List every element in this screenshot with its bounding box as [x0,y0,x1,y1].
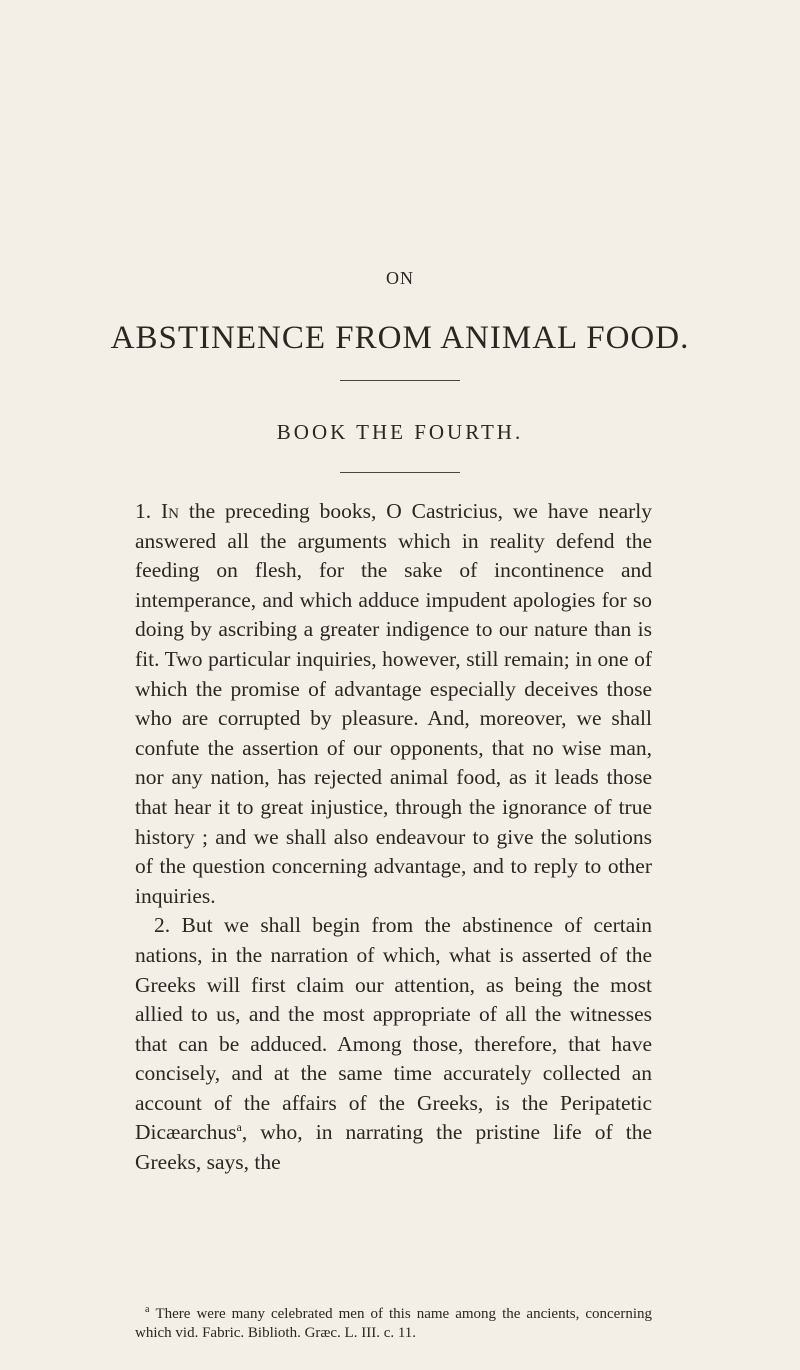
footnote-reference: a [236,1120,242,1135]
paragraph-2-tail: , who, in narrating the pristine life of the Greeks, says, the [135,1120,652,1175]
divider-bottom [340,472,460,473]
paragraph-1-text: the preceding books, O Castricius, we have nearly answered all the arguments which in reality defend the feeding on flesh, for the sake of incontinence and intemperance, and which adduce impudent apologies for so doing by ascribing a greater indigence to our nature than is fit. Two particular inquiries, however, still remain; in one of which the promise of advantage especially deceives those who are corrupted by pleasure. And, moreover, we shall confute the assertion of our opponents, that no wise man, nor any nation, has rejected animal food, as it leads those that hear it to great injustice, through the ignorance of true history ; and we shall also endeavour to give the solutions of the question concerning advantage, and to reply to other inquiries. [135,499,652,908]
footnote-text: There were many celebrated men of this name among the ancients, concerning which vid. Fabric. Biblioth. Græc. L. III. c. 11. [135,1306,652,1341]
footnote [135,1305,652,1343]
footnote-mark: a [145,1304,150,1315]
paragraph-2-text: 2. But we shall begin from the abstinence of certain nations, in the narration of which, what is asserted of the Greeks will first claim our attention, as being the most allied to us, and the most appropriate of all the witnesses that can be adduced. Among those, therefore, that have concisely, and at the same time accurately collected an account of the affairs of the Greeks, is the Peripatetic Dicæarchus [135,913,652,1145]
body-text [135,497,652,1178]
book-heading: BOOK THE FOURTH. [276,420,524,444]
running-head: ON [386,268,414,288]
paragraph-1 [135,497,652,911]
paragraph-1-lead: In [161,499,179,523]
paragraph-1-number: 1. [135,499,152,523]
divider-top [340,380,460,381]
page-title: ABSTINENCE FROM ANIMAL FOOD. [110,320,690,356]
paragraph-2 [135,911,652,1177]
